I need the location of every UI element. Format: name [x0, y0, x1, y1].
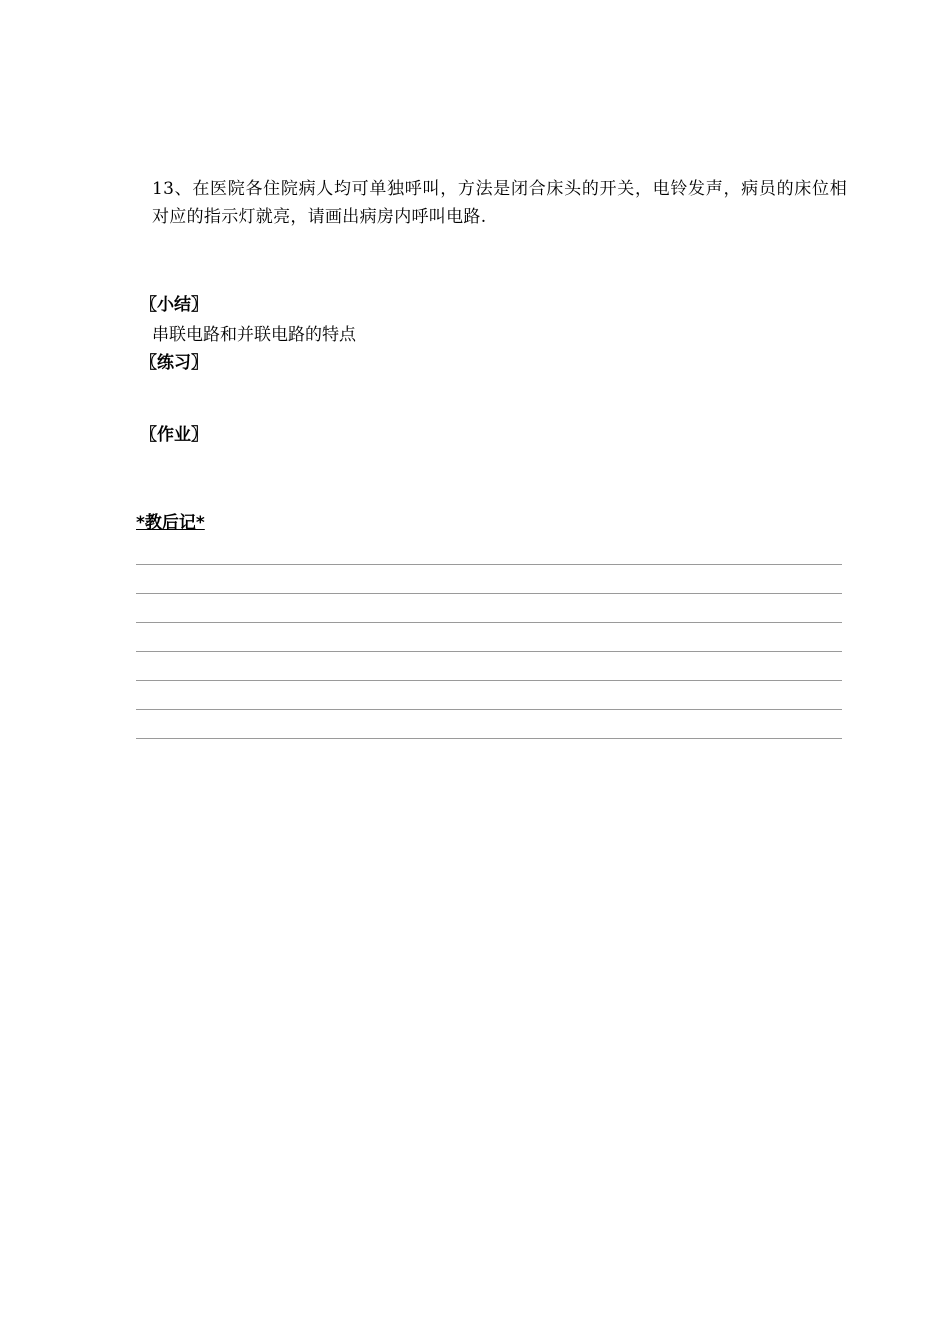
question-13: 13、在医院各住院病人均可单独呼叫，方法是闭合床头的开关，电铃发声，病员的床位相对应的指示灯就亮，请画出病房内呼叫电路.	[152, 179, 847, 227]
writing-line	[136, 593, 842, 594]
practice-heading: 〖练习〗	[140, 353, 208, 373]
writing-line	[136, 651, 842, 652]
writing-line	[136, 622, 842, 623]
writing-line	[136, 680, 842, 681]
reflection-writing-lines	[136, 564, 842, 767]
homework-heading: 〖作业〗	[140, 425, 208, 445]
writing-line	[136, 738, 842, 739]
summary-heading: 〖小结〗	[140, 295, 208, 315]
writing-line	[136, 564, 842, 565]
writing-line	[136, 709, 842, 710]
reflection-title: *教后记*	[136, 513, 205, 533]
summary-text: 串联电路和并联电路的特点	[152, 325, 356, 345]
